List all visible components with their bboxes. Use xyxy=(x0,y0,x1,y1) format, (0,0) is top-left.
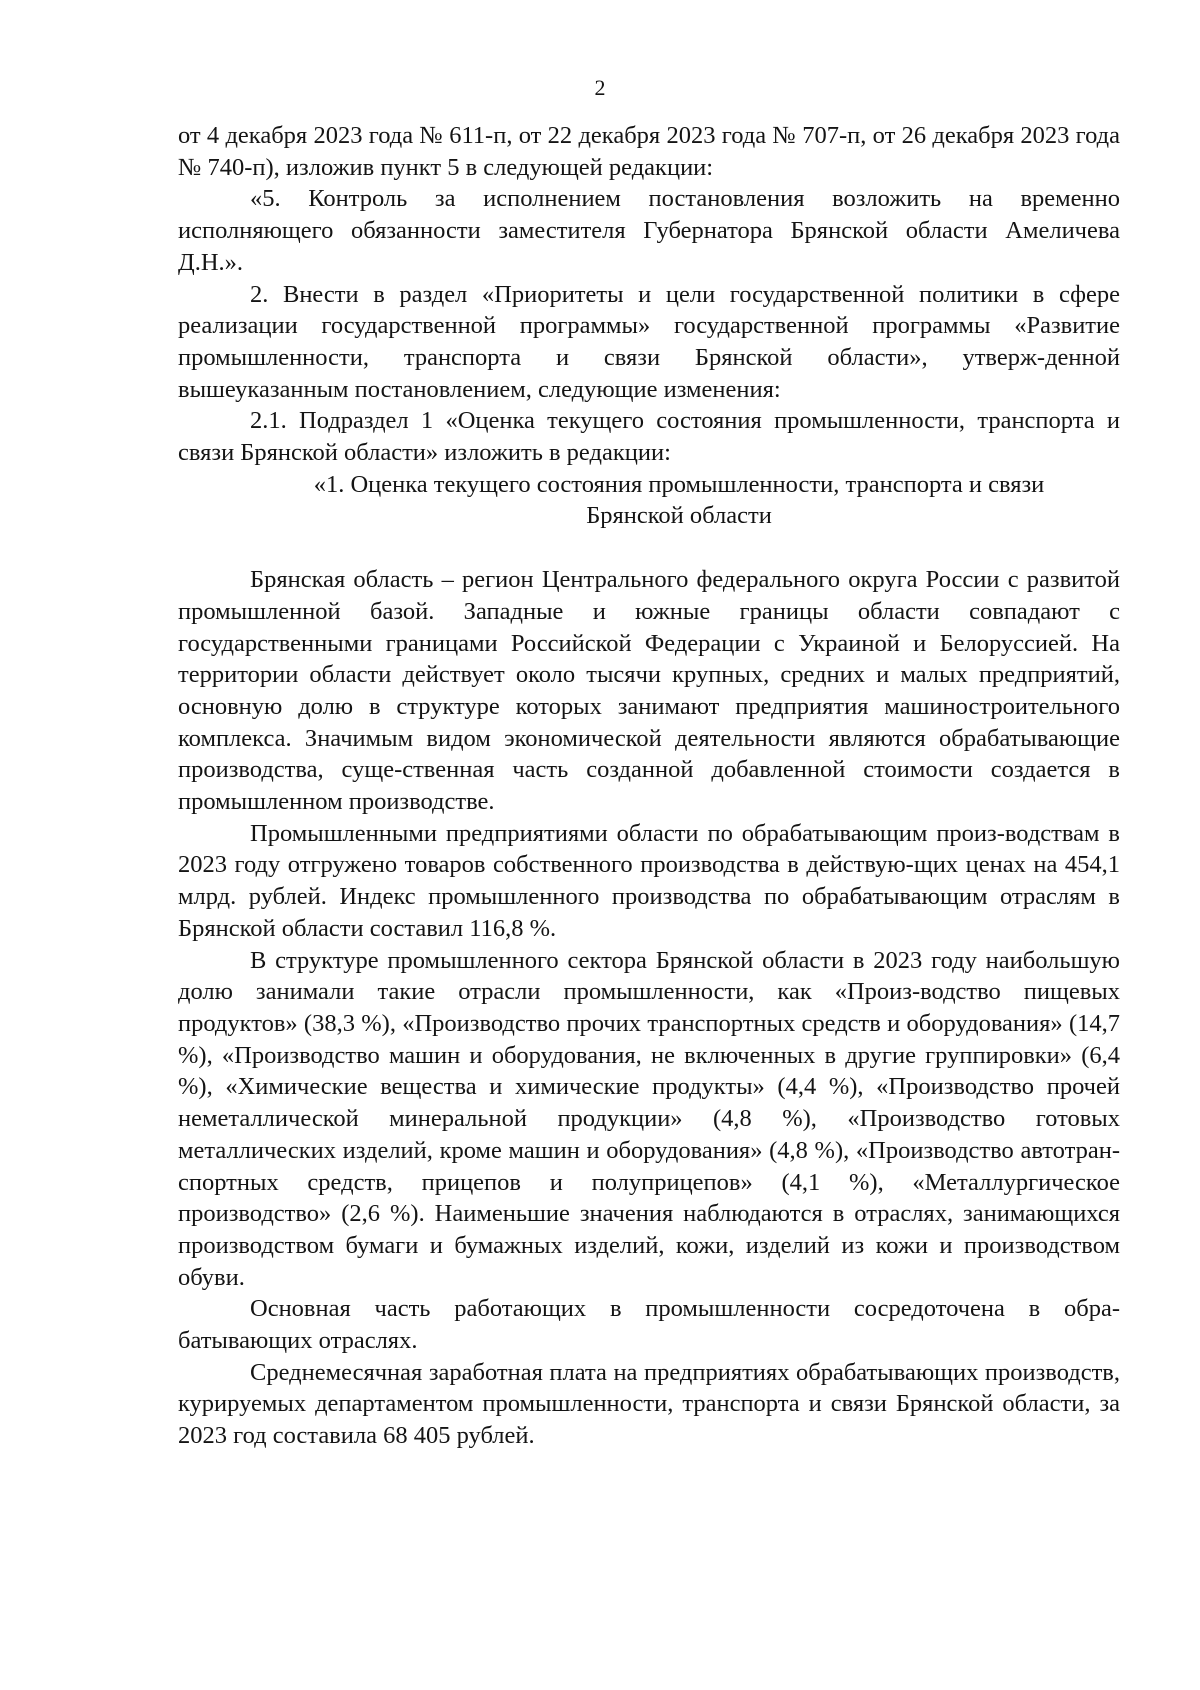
page-number: 2 xyxy=(594,75,606,100)
document-body xyxy=(178,120,1120,1452)
section-heading-line-2: Брянской области xyxy=(586,502,772,530)
paragraph-amendment-reference: от 4 декабря 2023 года № 611-п, от 22 декабря 2023 года № 707-п, от 26 декабря 2023 года № 740-п), изложив пункт 5 в следующей редакции: xyxy=(178,122,1120,181)
paragraph-control-clause: «5. Контроль за исполнением постановления возложить на временно исполняющего обязанности заместителя Губернатора Брянской области Амеличева Д.Н.». xyxy=(178,185,1120,276)
paragraph-region-overview: Брянская область – регион Центрального федерального округа России с развитой промышленной базой. Западные и южные границы области совпадают с государственными границами Российской Федерации с Украиной и Белоруссией. На территории области действует около тысячи крупных, средних и малых предприятий, основную долю в структуре которых занимают предприятия машиностроительного комплекса. Значимым видом экономической деятельности являются обрабатывающие производства, суще-ственная часть созданной добавленной стоимости создается в промышленном производстве. xyxy=(178,566,1120,816)
paragraph-shipment-volume: Промышленными предприятиями области по обрабатывающим произ-водствам в 2023 году отгружено товаров собственного производства в действую-щих ценах на 454,1 млрд. рублей. Индекс промышленного производства по обрабатывающим отраслям в Брянской области составил 116,8 %. xyxy=(178,819,1120,942)
spacer xyxy=(178,532,1120,564)
paragraph-section-changes: 2. Внести в раздел «Приоритеты и цели государственной политики в сфере реализации государственной программы» государственной программы «Развитие промышленности, транспорта и связи Брянской области», утверж-денной вышеуказанным постановлением, следующие изменения: xyxy=(178,280,1120,403)
paragraph-employment: Основная часть работающих в промышленности сосредоточена в обра-батывающих отраслях. xyxy=(178,1295,1120,1355)
paragraph-average-salary: Среднемесячная заработная плата на предприятиях обрабатывающих производств, курируемых департаментом промышленности, транспорта и связи Брянской области, за 2023 год составила 68 405 рублей. xyxy=(178,1358,1120,1450)
section-heading-line-1: «1. Оценка текущего состояния промышленности, транспорта и связи xyxy=(313,470,1045,498)
paragraph-subsection-1: 2.1. Подраздел 1 «Оценка текущего состояния промышленности, транспорта и связи Брянской области» изложить в редакции: xyxy=(178,407,1120,467)
paragraph-industry-structure: В структуре промышленного сектора Брянской области в 2023 году наибольшую долю занимали такие отрасли промышленности, как «Произ-водство пищевых продуктов» (38,3 %), «Производство прочих транспортных средств и оборудования» (14,7 %), «Производство машин и оборудования, не включенных в другие группировки» (6,4 %), «Химические вещества и химические продукты» (4,4 %), «Производство прочей неметаллической минеральной продукции» (4,8 %), «Производство готовых металлических изделий, кроме машин и оборудования» (4,8 %), «Производство автотран-спортных средств, прицепов и полуприцепов» (4,1 %), «Металлургическое производство» (2,6 %). Наименьшие значения наблюдаются в отраслях, занимающихся производством бумаги и бумажных изделий, кожи, изделий из кожи и производством обуви. xyxy=(178,946,1120,1291)
